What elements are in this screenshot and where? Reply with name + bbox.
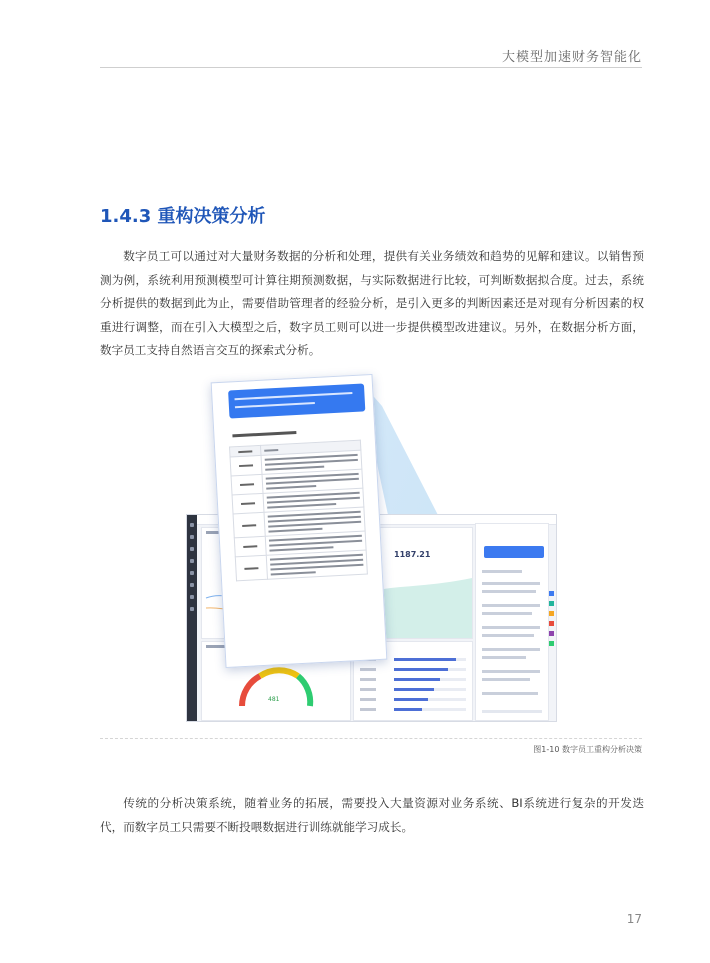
- header-divider: [100, 67, 642, 68]
- page-number: 17: [626, 912, 642, 926]
- body-paragraph-1: 数字员工可以通过对大量财务数据的分析和处理，提供有关业务绩效和趋势的见解和建议。以销售预测为例，系统利用预测模型可计算往期预测数据，与实际数据进行比较，可判断数据拟合度。过去，系统分析提供的数据到此为止，需要借助管理者的经验分析，是引入更多的判断因素还是对现有分析因素的权重进行调整，而在引入大模型之后，数字员工则可以进一步提供模型改进建议。另外，在数据分析方面，数字员工支持自然语言交互的探索式分析。: [100, 249, 644, 357]
- section-heading: 1.4.3 重构决策分析: [100, 206, 266, 227]
- chat-question-bubble: [484, 546, 544, 558]
- factor-table: [229, 440, 368, 582]
- body-paragraph-2: 传统的分析决策系统，随着业务的拓展，需要投入大量资源对业务系统、BI系统进行复杂的开发迭代，而数字员工只需要不断投喂数据进行训练就能学习成长。: [100, 796, 644, 834]
- summary-value: 1187.21: [394, 550, 431, 559]
- running-header-title: 大模型加速财务智能化: [501, 50, 642, 65]
- gauge-value: 481: [268, 696, 280, 703]
- ai-answer-popup: [211, 374, 388, 668]
- popup-question-bubble: [228, 383, 365, 418]
- popup-subheading: [232, 431, 296, 437]
- chat-panel: [475, 523, 549, 721]
- figure-divider: [100, 738, 642, 740]
- app-sidebar: [187, 515, 197, 721]
- figure-caption: 图1-10 数字员工重构分析决策: [533, 745, 642, 754]
